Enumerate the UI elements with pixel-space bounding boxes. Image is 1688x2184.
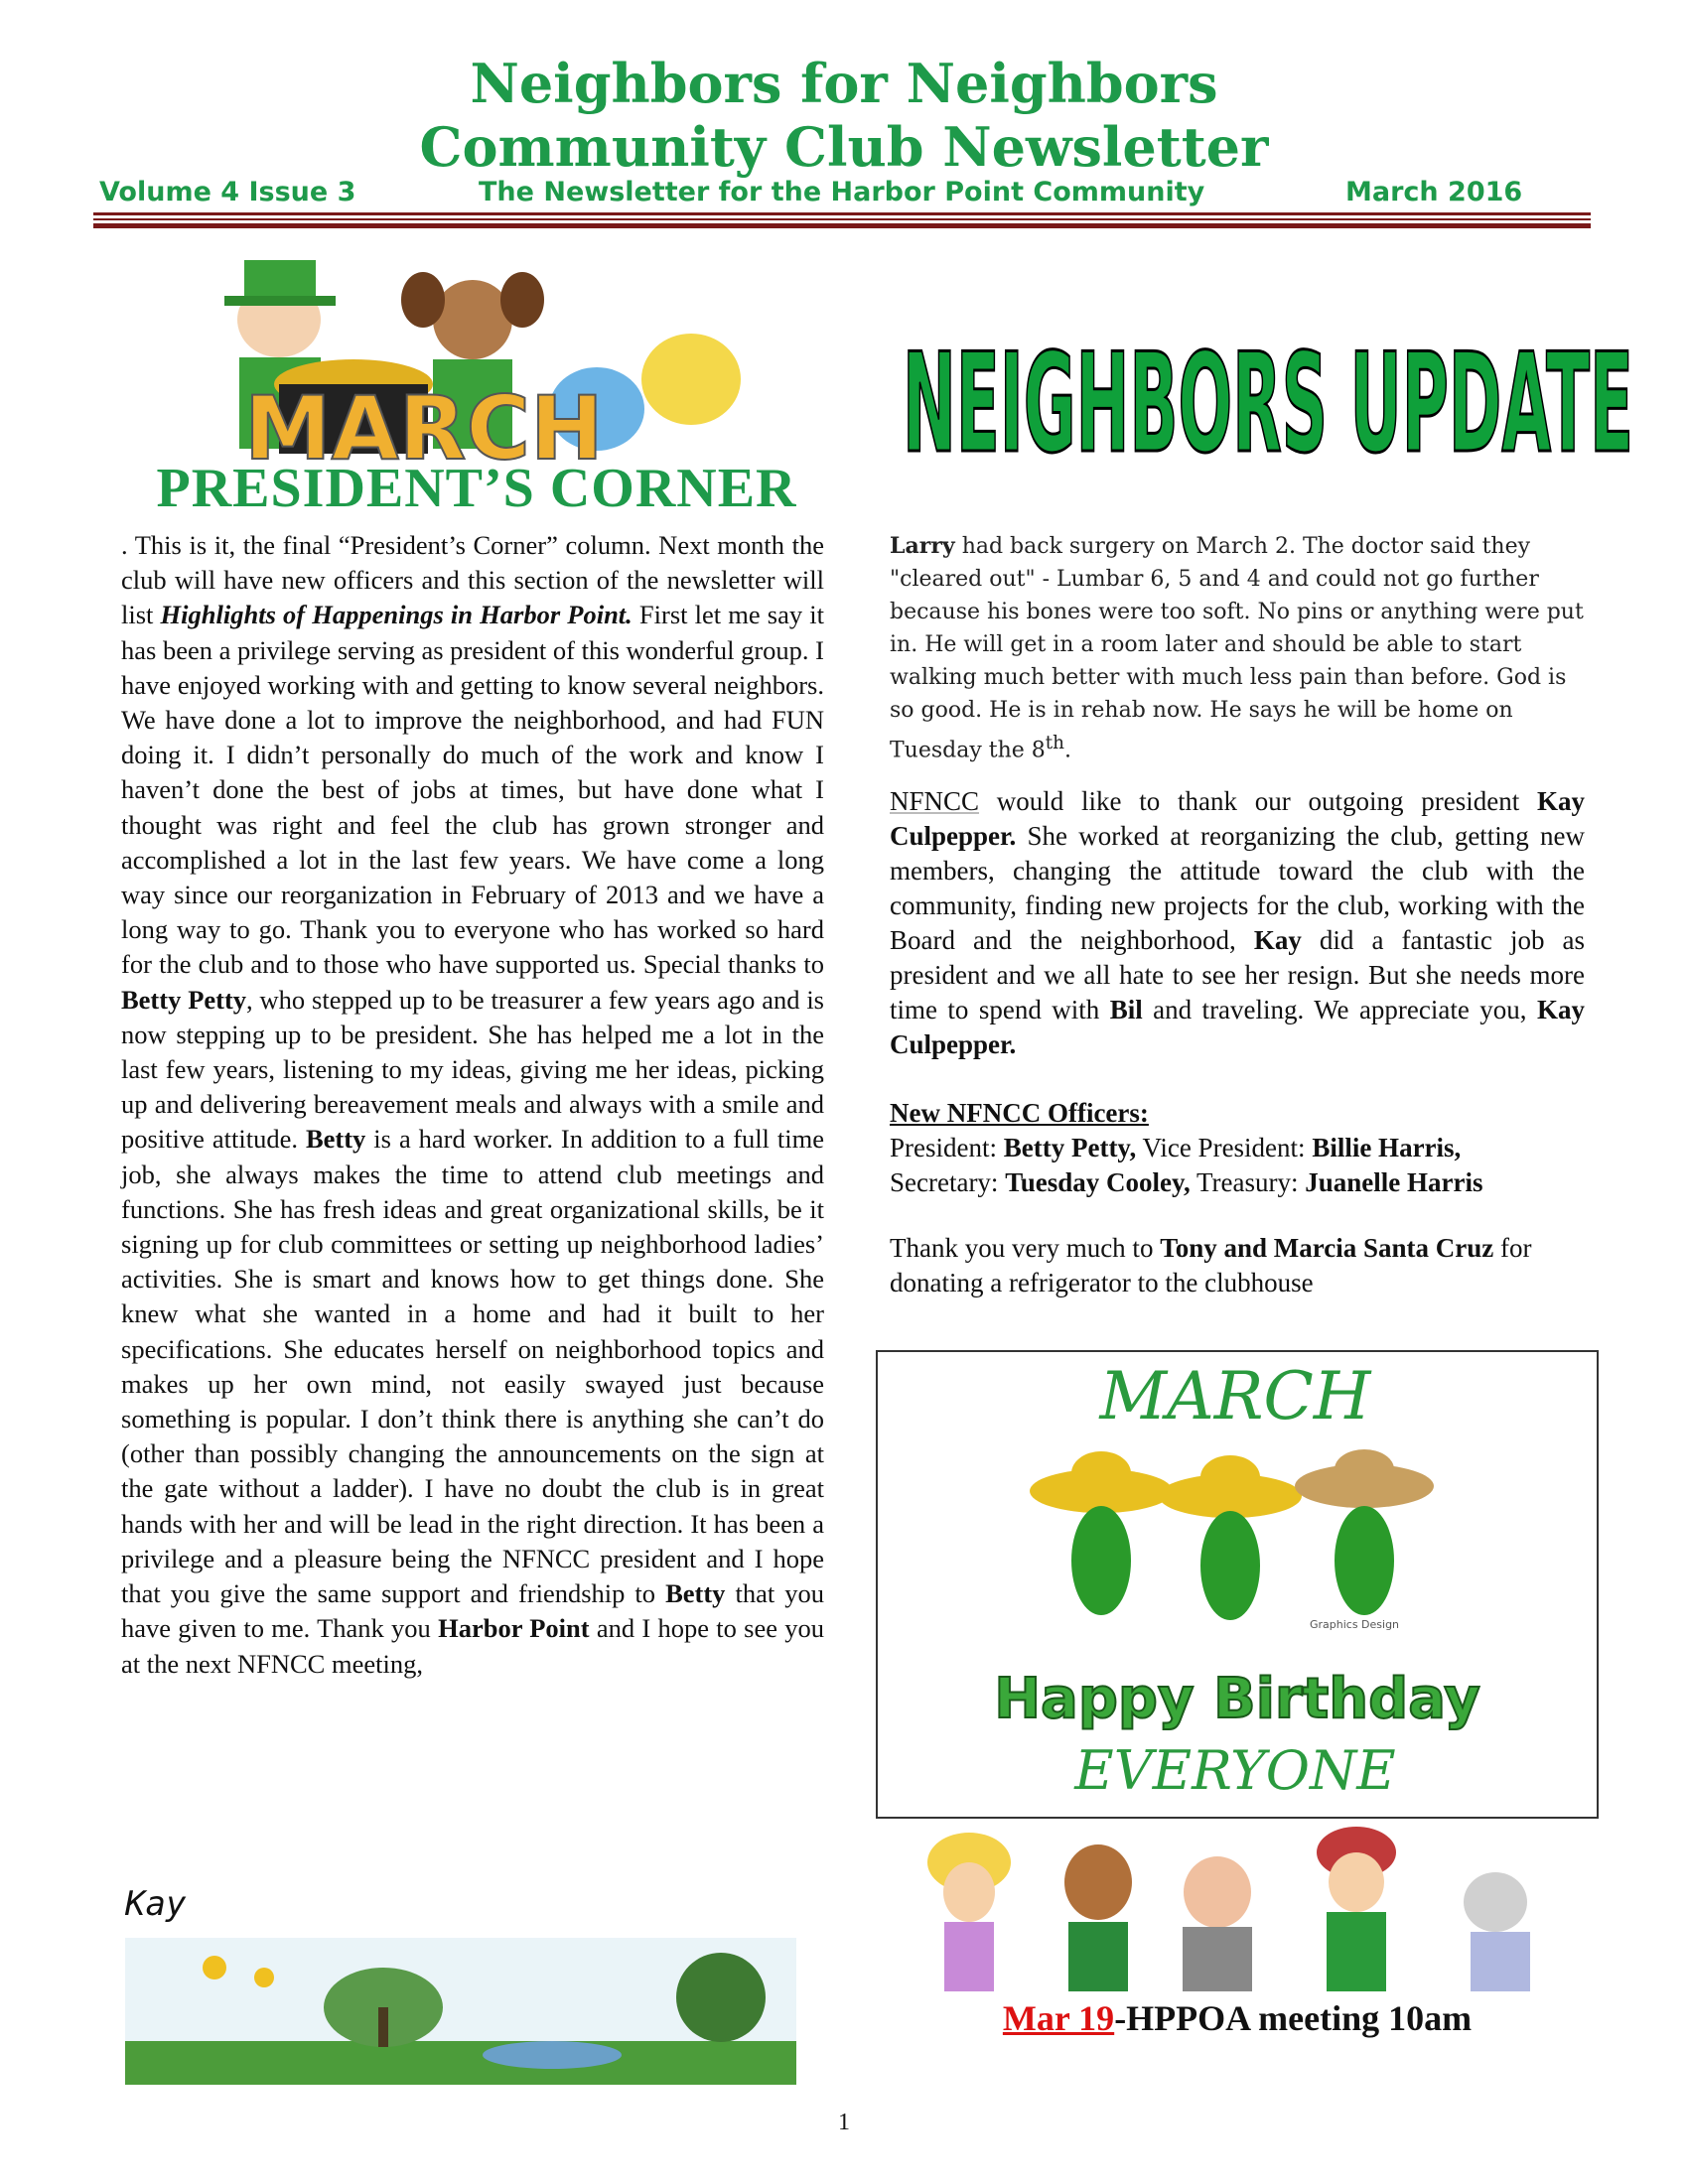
larry-sup: th: [1045, 733, 1064, 753]
event-text: -HPPOA meeting 10am: [1114, 1998, 1473, 2038]
officer-label: Vice President:: [1136, 1133, 1313, 1162]
officer-secretary: Tuesday Cooley,: [1005, 1167, 1191, 1197]
officers-heading: New NFNCC Officers:: [890, 1098, 1149, 1128]
officer-president: Betty Petty,: [1003, 1133, 1137, 1162]
newsletter-title-line2: Community Club Newsletter: [419, 115, 1269, 179]
pc-highlight: Highlights of Happenings in Harbor Point.: [160, 600, 633, 630]
pc-text: is a hard worker. In addition to a full time job, she always makes the time to attend club meetings and functions. She has fresh ideas and great organizational skills, be it signing up for club committees or setting up neighborhood ladies’ activities. She is smart and knows how to get things done. She knew what she wanted in a home and had it built to her specifications. She educates herself on neighborhood topics and makes up her own mind, not easily swayed just because something is popular. I don’t think there is anything she can’t do (other than possibly changing the announcements on the sign at the gate without a ladder). I have no doubt the club is in great hands with her and will be lead in the right direction. It has been a privilege and a pleasure being the NFNCC president and I hope that you give the same support and friendship to: [121, 1124, 824, 1609]
clipart-credit: Graphics Design: [1309, 1618, 1400, 1631]
tagline: The Newsletter for the Harbor Point Community: [479, 177, 1205, 207]
thanks-kay-paragraph: [890, 784, 1585, 1062]
masthead-rule: [93, 223, 1591, 228]
pc-name: Betty: [305, 1124, 366, 1155]
fridge-text: Thank you very much to: [890, 1233, 1161, 1263]
newsletter-title-line1: Neighbors for Neighbors: [470, 52, 1218, 115]
volume-issue: Volume 4 Issue 3: [99, 177, 356, 207]
officer-treasury: Juanelle Harris: [1305, 1167, 1483, 1197]
officer-label: Secretary:: [890, 1167, 1006, 1197]
fridge-donors: Tony and Marcia Santa Cruz: [1160, 1233, 1494, 1263]
birthday-box-march: MARCH: [1099, 1358, 1371, 1434]
birthday-peppers-clipart: [994, 1451, 1480, 1731]
pc-name: Betty: [665, 1578, 726, 1609]
nature-strip-image: [125, 1938, 796, 2085]
pc-text: . This is it, the final “President’s Corner” column. Next month the club will have new officers and this section of the newsletter will list: [121, 530, 824, 630]
kay-culpepper-name: Kay Culpepper.: [890, 786, 1585, 851]
officer-vp: Billie Harris,: [1312, 1133, 1462, 1162]
larry-text: had back surgery on March 2. The doctor said they "cleared out" - Lumbar 6, 5 and 4 and could not go further because his bones were too soft. No pins or anything were put in. He will get in a room later and should be able to start walking much better with much less pain than before. God is so good. He is in rehab now. He says he will be home on Tuesday the 8: [890, 534, 1584, 763]
masthead-rule: [93, 212, 1591, 215]
hppoa-meeting-event: [890, 1997, 1585, 2039]
pc-text: , who stepped up to be treasurer a few years ago and is now stepping up to be president. She has helped me a lot in the last few years, listening to my ideas, giving me her ideas, picking up and delivering bereavement meals and always with a smile and positive attitude.: [121, 984, 824, 1155]
event-date: Mar 19: [1002, 1998, 1115, 2038]
page-number: 1: [838, 2110, 850, 2135]
thanks-text: and traveling. We appreciate you,: [1142, 995, 1537, 1024]
fridge-text: for donating a refrigerator to the clubhouse: [890, 1233, 1532, 1297]
thanks-text: She worked at reorganizing the club, getting new members, changing the attitude toward the club with the community, finding new projects for the club, working with the Board and the neighborhood,: [890, 821, 1585, 955]
pc-name: Harbor Point: [438, 1613, 590, 1644]
thanks-text: would like to thank our outgoing president: [979, 786, 1537, 816]
signature: Kay: [125, 1884, 187, 1924]
issue-date: March 2016: [1345, 177, 1523, 207]
bil-name: Bil: [1109, 995, 1143, 1024]
pc-text: and I hope to see you at the next NFNCC meeting,: [121, 1613, 824, 1679]
refrigerator-thanks: [890, 1231, 1585, 1300]
kay-culpepper-name: Kay Culpepper.: [890, 995, 1585, 1059]
banner-text: NEIGHBORS UPDATE: [903, 324, 1633, 483]
larry-update: Larry had back surgery on March 2. The doctor said they "cleared out" - Lumbar 6, 5 and 4 and could not go further because his bones were too soft. No pins or anything were put in. He will get in a room later and should be able to start walking much better with much less pain than before. God is so good. He is in rehab now. He says he will be home on Tuesday the 8th.: [890, 533, 1584, 763]
officer-label: Treasury:: [1190, 1167, 1306, 1197]
pc-text: that you have given to me. Thank you: [121, 1578, 824, 1644]
march-clipart: [185, 260, 771, 479]
kay-name: Kay: [1253, 925, 1302, 955]
pc-name: Betty Petty: [121, 984, 247, 1015]
pc-text: First let me say it has been a privilege serving as president of this wonderful group. I have enjoyed working with and getting to know several neighbors. We have done a lot to improve the neighborhood, and had FUN doing it. I didn’t personally do much of the work and know I haven’t done the best of jobs at times, but have done what I thought was right and feel the club has grown stronger and accomplished a lot in the last few years. We have come a long way since our reorganization in February of 2013 and we have a long way to go. Thank you to everyone who has worked so hard for the club and to those who have supported us. Special thanks to: [121, 600, 824, 980]
larry-name: Larry: [890, 533, 955, 559]
officer-label: President:: [890, 1133, 1004, 1162]
nfncc-lead: NFNCC: [890, 786, 980, 816]
thanks-text: did a fantastic job as president and we all hate to see her resign. But she needs more time to spend with: [890, 925, 1585, 1024]
masthead-rule: [93, 218, 1591, 220]
happy-birthday-text: Happy Birthday: [994, 1667, 1480, 1731]
presidents-corner-body: [121, 528, 824, 1682]
neighbors-update-banner: [886, 256, 1650, 502]
neighbors-cartoon-clipart: [890, 1823, 1593, 1997]
march-clipart-word: MARCH: [244, 377, 604, 479]
officers-section: [890, 1096, 1585, 1200]
birthday-box-everyone: EVERYONE: [1074, 1739, 1396, 1802]
presidents-corner-heading: PRESIDENT’S CORNER: [156, 458, 797, 519]
